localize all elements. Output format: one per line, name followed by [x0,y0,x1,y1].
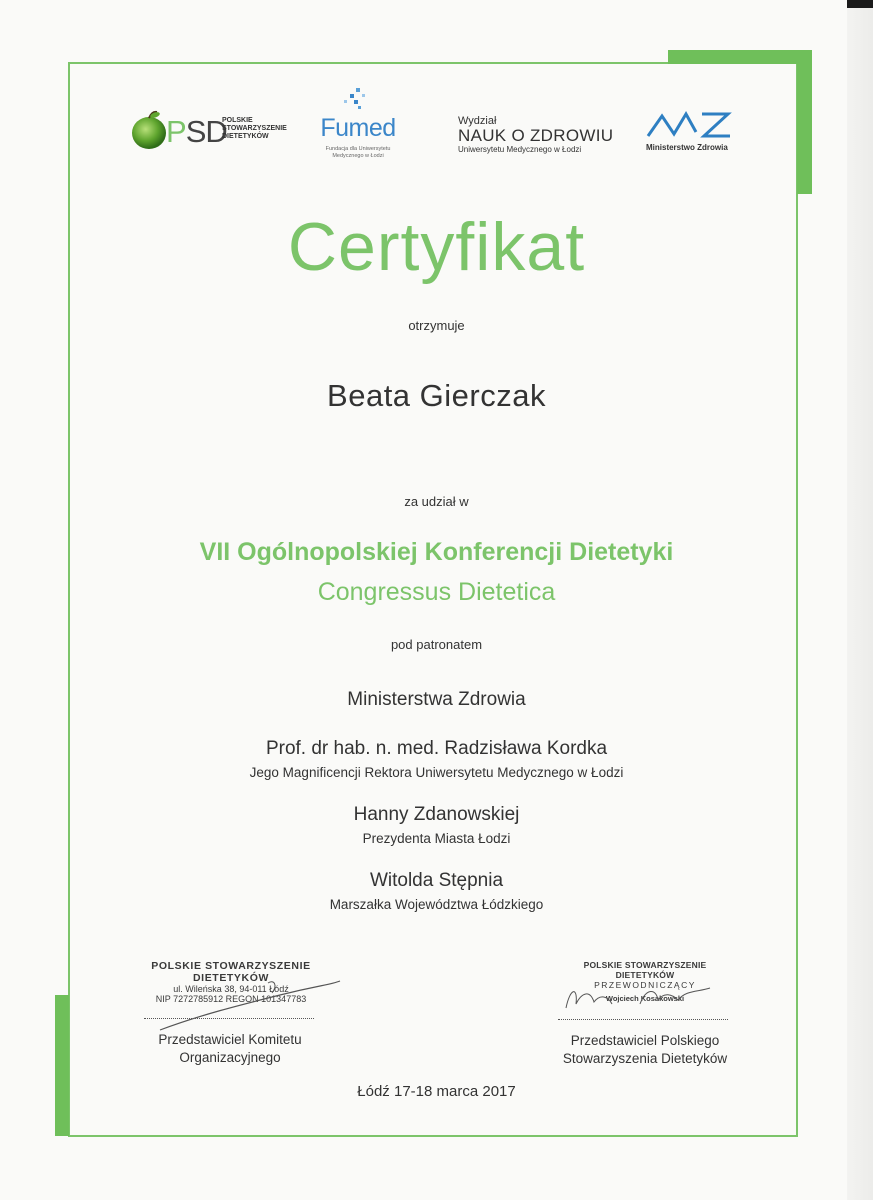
place-date: Łódź 17-18 marca 2017 [357,1083,516,1100]
conference-latin-name: Congressus Dietetica [317,578,556,606]
fumed-sub: Fundacja dla Uniwersytetu Medycznego w Łodzi [325,146,391,159]
wnz-logo [458,115,618,155]
stamp-left-line4: NIP 7272785912 REGON 101347783 [155,994,307,1004]
mz-caption: Ministerstwo Zdrowia [646,143,728,152]
receives-label: otrzymuje [408,318,465,333]
signature-line-left [144,1018,314,1019]
signature-caption-left [130,1031,330,1067]
accent-bar-top [668,50,812,64]
patronage-label: pod patronatem [390,637,483,652]
stamp-right-line2: DIETETYKÓW [615,970,675,980]
patron-role: Jego Magnificencji Rektora Uniwersytetu Medycznego w Łodzi [249,765,624,780]
patron-role: Prezydenta Miasta Łodzi [362,831,511,846]
signature-caption-right [540,1032,750,1068]
signature-caption-left-1: Przedstawiciel Komitetu [158,1032,302,1047]
stamp-right-line3: PRZEWODNICZĄCY [594,980,696,990]
mz-logo [646,108,742,152]
signature-caption-right-2: Stowarzyszenia Dietetyków [562,1051,728,1066]
signature-caption-right-1: Przedstawiciel Polskiego [570,1033,720,1048]
patron-name: Hanny Zdanowskiej [353,804,520,825]
stamp-right-line1: POLSKIE STOWARZYSZENIE [583,960,707,970]
certificate-title: Certyfikat [287,209,586,285]
mz-emblem-icon [646,108,732,140]
stamp-left-line1: POLSKIE STOWARZYSZENIE [151,960,311,972]
psd-acronym: PSD [166,114,227,149]
psd-logo [128,108,287,154]
signature-left [150,975,350,1035]
stamp-left-line3: ul. Wileńska 38, 94-011 Łódź [173,984,289,994]
apple-icon [130,110,168,150]
fumed-dots-icon [344,88,370,110]
recipient-name: Beata Gierczak [327,378,546,413]
stamp-left-line2: DIETETYKÓW [193,972,269,984]
accent-bar-left [55,995,69,1136]
conference-name: VII Ogólnopolskiej Konferencji Dietetyki [199,538,674,566]
signature-right [560,978,730,1018]
signature-caption-left-2: Organizacyjnego [179,1050,281,1065]
wnz-line2: NAUK O ZDROWIU [458,126,614,145]
wnz-line3: Uniwersytetu Medycznego w Łodzi [458,145,582,154]
stamp-right-line4: Wojciech Kosakowski [605,994,685,1003]
fumed-logo [310,88,410,178]
patron-name: Prof. dr hab. n. med. Radzisława Kordka [265,738,608,759]
wnz-line1: Wydział [458,115,497,127]
fumed-name: Fumed [320,114,396,142]
signature-line-right [558,1019,728,1020]
participation-label: za udział w [404,494,469,509]
patron-name: Witolda Stępnia [369,870,504,891]
accent-bar-right [797,50,812,194]
psd-text: POLSKIE STOWARZYSZENIE DIETETYKÓW [222,117,287,140]
patron-role: Marszałka Województwa Łódzkiego [329,897,544,912]
scan-corner [847,0,873,8]
patron-name: Ministerstwa Zdrowia [347,689,526,710]
